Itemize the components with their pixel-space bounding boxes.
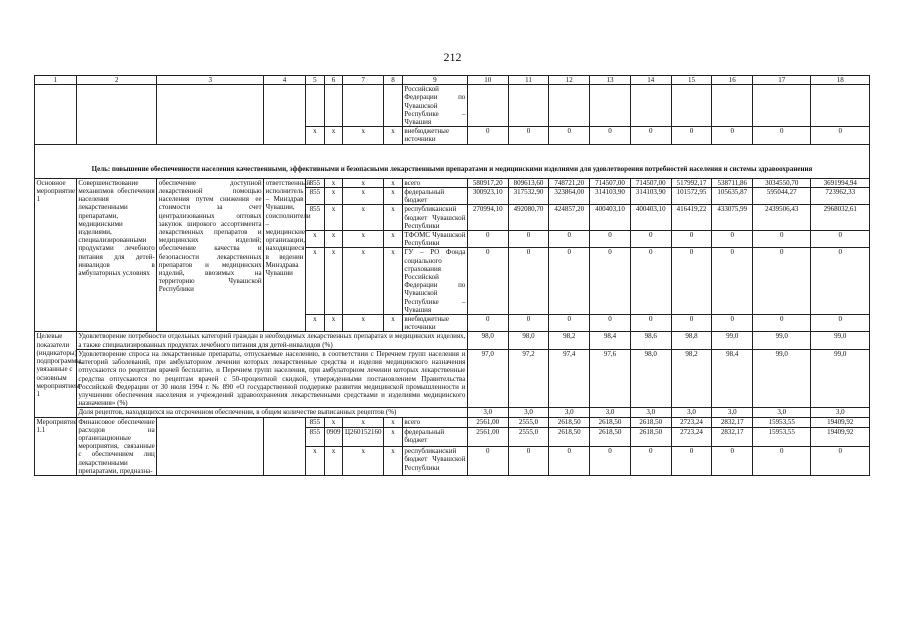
code-cell: x: [305, 315, 324, 332]
value-cell: 0: [549, 248, 590, 315]
code-cell: x: [343, 231, 384, 248]
event-name: Финансовое обеспечение расходов на организационные мероприятия, связанные с обеспечением лиц лекарственными препаратами, предназна-: [78, 417, 155, 475]
column-number: 9: [402, 76, 467, 85]
code-cell: x: [343, 188, 384, 205]
value-cell: 98,2: [671, 349, 712, 407]
empty-cell: [157, 85, 264, 144]
empty-cell: [35, 85, 77, 144]
value-cell: 0: [549, 315, 590, 332]
value-cell: 0: [467, 248, 508, 315]
value-cell: 538711,86: [712, 178, 753, 187]
value-cell: 97,0: [467, 349, 508, 407]
code-cell: x: [305, 127, 324, 144]
code-cell: x: [324, 447, 343, 476]
value-cell: 3,0: [590, 408, 631, 417]
value-cell: 101572,95: [671, 188, 712, 205]
target-row: [35, 349, 870, 407]
value-cell: 19409,92: [811, 417, 870, 427]
value-cell: 15953,55: [753, 427, 811, 446]
code-cell: 855: [305, 417, 324, 427]
code-cell: x: [324, 205, 343, 231]
value-cell: 97,6: [590, 349, 631, 407]
target-row: [35, 408, 870, 417]
value-cell: 0: [467, 447, 508, 476]
value-cell: 0: [811, 231, 870, 248]
column-number: 8: [384, 76, 403, 85]
empty-cell: [549, 85, 590, 127]
value-cell: 424857,20: [549, 205, 590, 231]
column-number: 11: [508, 76, 549, 85]
value-cell: 0: [671, 248, 712, 315]
source-cell: ТФОМС Чувашской Республики: [404, 231, 466, 248]
code-cell: x: [384, 178, 403, 187]
column-number: 12: [549, 76, 590, 85]
code-cell: x: [343, 205, 384, 231]
column-number: 4: [264, 76, 306, 85]
value-cell: 98,4: [712, 349, 753, 407]
value-cell: 2555,0: [508, 427, 549, 446]
value-cell: 98,6: [630, 332, 671, 349]
value-cell: 0: [712, 447, 753, 476]
value-cell: 98,0: [508, 332, 549, 349]
column-number: 1: [35, 76, 77, 85]
target-row: [35, 332, 870, 349]
value-cell: 492080,70: [508, 205, 549, 231]
value-cell: 400403,10: [630, 205, 671, 231]
value-cell: 99,0: [753, 332, 811, 349]
value-cell: 3,0: [508, 408, 549, 417]
value-cell: 0: [630, 248, 671, 315]
empty-cell: [712, 85, 753, 127]
column-number: 18: [811, 76, 870, 85]
continuation-row: [35, 85, 870, 127]
column-number: 16: [712, 76, 753, 85]
code-cell: x: [343, 447, 384, 476]
source-cell: ГУ – РО Фонда социального страхования Российской Федерации по Чувашской Республике – Чувашия: [404, 248, 466, 314]
value-cell: 98,0: [467, 332, 508, 349]
value-cell: 0: [508, 231, 549, 248]
value-cell: 0: [671, 127, 712, 144]
value-cell: 0: [712, 231, 753, 248]
value-cell: 98,4: [590, 332, 631, 349]
goal-heading: Цель: повышение обеспеченности населения качественными, эффективными и безопасными лекарственными препаратами и медицинскими изделиями для удовлетворения потребностей населения и системы здравоохранения: [35, 144, 870, 178]
code-cell: x: [384, 231, 403, 248]
empty-cell: [467, 85, 508, 127]
page-number: 212: [443, 50, 462, 64]
indicator-text: Доля рецептов, находящихся на отсроченном обеспечении, в общем количестве выписанных рецептов (%): [76, 408, 467, 417]
value-cell: 2723,24: [671, 417, 712, 427]
indicator-text: Удовлетворение спроса на лекарственные препараты, отпускаемые населению, в соответствии с Перечнем групп населения и категорий заболеваний, при амбулаторном лечении которых лекарственные средства и изделия медицинского назначения отпускаются по рецептам врачей бесплатно, и Перечнем групп населения, при амбулаторном лечении которых лекарственные средства отпускаются по рецептам врачей с 50-процентной скидкой, утвержденными постановлением Правительства Российской Федерации от 30 июля 1994 г. № 890 «О государственной поддержке развития медицинской промышленности и улучшении обеспечения населения и учреждений здравоохранения лекарственными средствами и изделиями медицинского назначения» (%): [78, 349, 466, 408]
value-cell: 99,0: [753, 349, 811, 407]
code-cell: 855: [305, 205, 324, 231]
event-1-1-row: [35, 417, 870, 427]
value-cell: 105635,87: [712, 188, 753, 205]
source-cell: республиканский бюджет Чувашской Республики: [404, 205, 466, 230]
value-cell: 0: [753, 248, 811, 315]
value-cell: 3691994,94: [811, 178, 870, 187]
column-number: 6: [324, 76, 343, 85]
value-cell: 0: [671, 315, 712, 332]
code-cell: x: [384, 447, 403, 476]
code-cell: x: [343, 417, 384, 427]
code-cell: x: [384, 127, 403, 144]
value-cell: 2618,50: [549, 427, 590, 446]
value-cell: 3,0: [753, 408, 811, 417]
value-cell: 809613,60: [508, 178, 549, 187]
value-cell: 3,0: [811, 408, 870, 417]
value-cell: 15953,55: [753, 417, 811, 427]
empty-cell: [384, 85, 403, 127]
value-cell: 0: [811, 315, 870, 332]
code-cell: x: [384, 315, 403, 332]
code-cell: 855: [305, 188, 324, 205]
value-cell: 0: [467, 127, 508, 144]
column-number: 5: [305, 76, 324, 85]
value-cell: 723962,33: [811, 188, 870, 205]
column-number: 14: [630, 76, 671, 85]
column-number: 15: [671, 76, 712, 85]
empty-cell: [305, 85, 324, 127]
value-cell: 99,0: [712, 332, 753, 349]
value-cell: 3,0: [630, 408, 671, 417]
value-cell: 0: [508, 447, 549, 476]
value-cell: 0: [590, 447, 631, 476]
empty-cell: [811, 85, 870, 127]
code-cell: x: [384, 188, 403, 205]
value-cell: 2618,50: [590, 427, 631, 446]
value-cell: 748721,20: [549, 178, 590, 187]
value-cell: 433075,99: [712, 205, 753, 231]
column-number: 13: [590, 76, 631, 85]
value-cell: 3,0: [671, 408, 712, 417]
code-cell: x: [384, 205, 403, 231]
value-cell: 99,0: [811, 349, 870, 407]
value-cell: 0: [590, 248, 631, 315]
value-cell: 0: [549, 231, 590, 248]
value-cell: 0: [590, 231, 631, 248]
value-cell: 3,0: [549, 408, 590, 417]
value-cell: 0: [590, 315, 631, 332]
code-cell: x: [324, 315, 343, 332]
code-cell: x: [343, 178, 384, 187]
event-name: Совершенствование механизмов обеспечения населения лекарственными препаратами, медицинскими изделиями, специализированными продуктами лечебного питания для детей-инвалидов в амбулаторных условиях: [76, 178, 156, 332]
code-cell: x: [384, 248, 403, 315]
empty-cell: [508, 85, 549, 127]
value-cell: 2618,50: [590, 417, 631, 427]
event-executor: ответственный исполнитель – Минздрав Чувашии, соисполнители – медицинские организации, находящиеся в ведении Минздрава Чувашии: [264, 178, 306, 332]
column-number: 7: [343, 76, 384, 85]
value-cell: 270994,10: [467, 205, 508, 231]
value-cell: 595044,27: [753, 188, 811, 205]
code-cell: x: [343, 315, 384, 332]
value-cell: 2832,17: [712, 427, 753, 446]
value-cell: 3,0: [712, 408, 753, 417]
value-cell: 99,0: [811, 332, 870, 349]
code-cell: x: [324, 248, 343, 315]
value-cell: 580917,20: [467, 178, 508, 187]
empty-cell: [671, 85, 712, 127]
code-cell: x: [324, 188, 343, 205]
value-cell: 2832,17: [712, 417, 753, 427]
value-cell: 98,0: [630, 349, 671, 407]
value-cell: 3034550,70: [753, 178, 811, 187]
value-cell: 317532,90: [508, 188, 549, 205]
value-cell: 2618,50: [630, 417, 671, 427]
value-cell: 98,2: [549, 332, 590, 349]
code-cell: 855: [305, 427, 324, 446]
value-cell: 0: [467, 231, 508, 248]
value-cell: 19409,92: [811, 427, 870, 446]
value-cell: 0: [508, 127, 549, 144]
value-cell: 0: [753, 231, 811, 248]
value-cell: 0: [712, 127, 753, 144]
code-cell: 855: [305, 178, 324, 187]
value-cell: 0: [630, 231, 671, 248]
value-cell: 0: [590, 127, 631, 144]
empty-cell: [753, 85, 811, 127]
code-cell: x: [343, 248, 384, 315]
value-cell: 0: [630, 315, 671, 332]
value-cell: 3,0: [467, 408, 508, 417]
value-cell: 97,4: [549, 349, 590, 407]
value-cell: 0: [549, 127, 590, 144]
event-goal: обеспечение доступной лекарственной помощью населения путем снижения ее стоимости за счет централизованных оптовых закупок широкого ассортимента лекарственных препаратов и медицинских изделий; обеспечение качества и безопасности лекарственных препаратов и медицинских изделий, ввозимых на территорию Чувашской Республики: [157, 178, 264, 332]
value-cell: 0: [753, 315, 811, 332]
value-cell: 0: [753, 447, 811, 476]
code-cell: x: [324, 178, 343, 187]
value-cell: 2439506,43: [753, 205, 811, 231]
value-cell: 2618,50: [630, 427, 671, 446]
value-cell: 0: [508, 315, 549, 332]
empty-cell: [343, 85, 384, 127]
value-cell: 300923,10: [467, 188, 508, 205]
empty-cell: [324, 85, 343, 127]
column-number: 17: [753, 76, 811, 85]
source-cell: внебюджетные источники: [402, 127, 467, 144]
value-cell: 0: [811, 127, 870, 144]
value-cell: 714507,00: [630, 178, 671, 187]
value-cell: 2618,50: [549, 417, 590, 427]
targets-label: Целевые показатели (индикаторы) подпрограммы, увязанные с основным мероприятием 1: [35, 332, 77, 417]
value-cell: 2561,00: [467, 417, 508, 427]
event-label: Основное мероприятие 1: [35, 178, 77, 332]
code-cell: x: [324, 231, 343, 248]
empty-cell: [264, 85, 306, 144]
code-cell: x: [324, 127, 343, 144]
value-cell: 714507,00: [590, 178, 631, 187]
value-cell: 97,2: [508, 349, 549, 407]
source-cell: всего: [402, 178, 467, 187]
main-event-row: [35, 178, 870, 187]
source-cell: всего: [402, 417, 467, 427]
code-cell: x: [384, 427, 403, 446]
value-cell: 0: [630, 447, 671, 476]
value-cell: 314103,90: [590, 188, 631, 205]
code-cell: 0909: [324, 427, 343, 446]
empty-cell: [76, 85, 156, 144]
column-number: 10: [467, 76, 508, 85]
source-cell: республиканский бюджет Чувашской Республики: [402, 447, 467, 476]
value-cell: 2555,0: [508, 417, 549, 427]
code-cell: Ц260152160: [343, 427, 384, 446]
code-cell: x: [305, 248, 324, 315]
value-cell: 0: [712, 248, 753, 315]
source-cell: федеральный бюджет: [402, 188, 467, 205]
value-cell: 0: [549, 447, 590, 476]
value-cell: 0: [508, 248, 549, 315]
value-cell: 0: [671, 447, 712, 476]
column-number: 3: [157, 76, 264, 85]
value-cell: 400403,10: [590, 205, 631, 231]
value-cell: 0: [467, 315, 508, 332]
program-table: [34, 75, 870, 476]
value-cell: 0: [712, 315, 753, 332]
column-number: 2: [76, 76, 156, 85]
code-cell: x: [305, 231, 324, 248]
value-cell: 2723,24: [671, 427, 712, 446]
source-cell: федеральный бюджет: [402, 427, 467, 446]
empty-cell: [157, 417, 264, 475]
empty-cell: [264, 417, 306, 475]
source-cell: Российской Федерации по Чувашской Республике – Чувашия: [404, 85, 466, 127]
code-cell: x: [305, 447, 324, 476]
value-cell: 0: [753, 127, 811, 144]
event-label: Мероприятие 1.1: [35, 417, 77, 475]
empty-cell: [630, 85, 671, 127]
value-cell: 2561,00: [467, 427, 508, 446]
indicator-text: Удовлетворение потребности отдельных категорий граждан в необходимых лекарственных препаратах и медицинских изделиях, а также специализированных продуктах лечебного питания для детей-инвалидов (%): [78, 332, 466, 349]
code-cell: x: [384, 417, 403, 427]
value-cell: 323864,00: [549, 188, 590, 205]
empty-cell: [590, 85, 631, 127]
value-cell: 314103,90: [630, 188, 671, 205]
value-cell: 0: [630, 127, 671, 144]
code-cell: x: [343, 127, 384, 144]
header-row: [35, 76, 870, 85]
value-cell: 98,8: [671, 332, 712, 349]
code-cell: x: [324, 417, 343, 427]
value-cell: 517992,17: [671, 178, 712, 187]
source-cell: внебюджетные источники: [402, 315, 467, 332]
value-cell: 0: [811, 248, 870, 315]
value-cell: 2968032,61: [811, 205, 870, 231]
value-cell: 416419,22: [671, 205, 712, 231]
value-cell: 0: [811, 447, 870, 476]
goal-row: [35, 144, 870, 178]
value-cell: 0: [671, 231, 712, 248]
